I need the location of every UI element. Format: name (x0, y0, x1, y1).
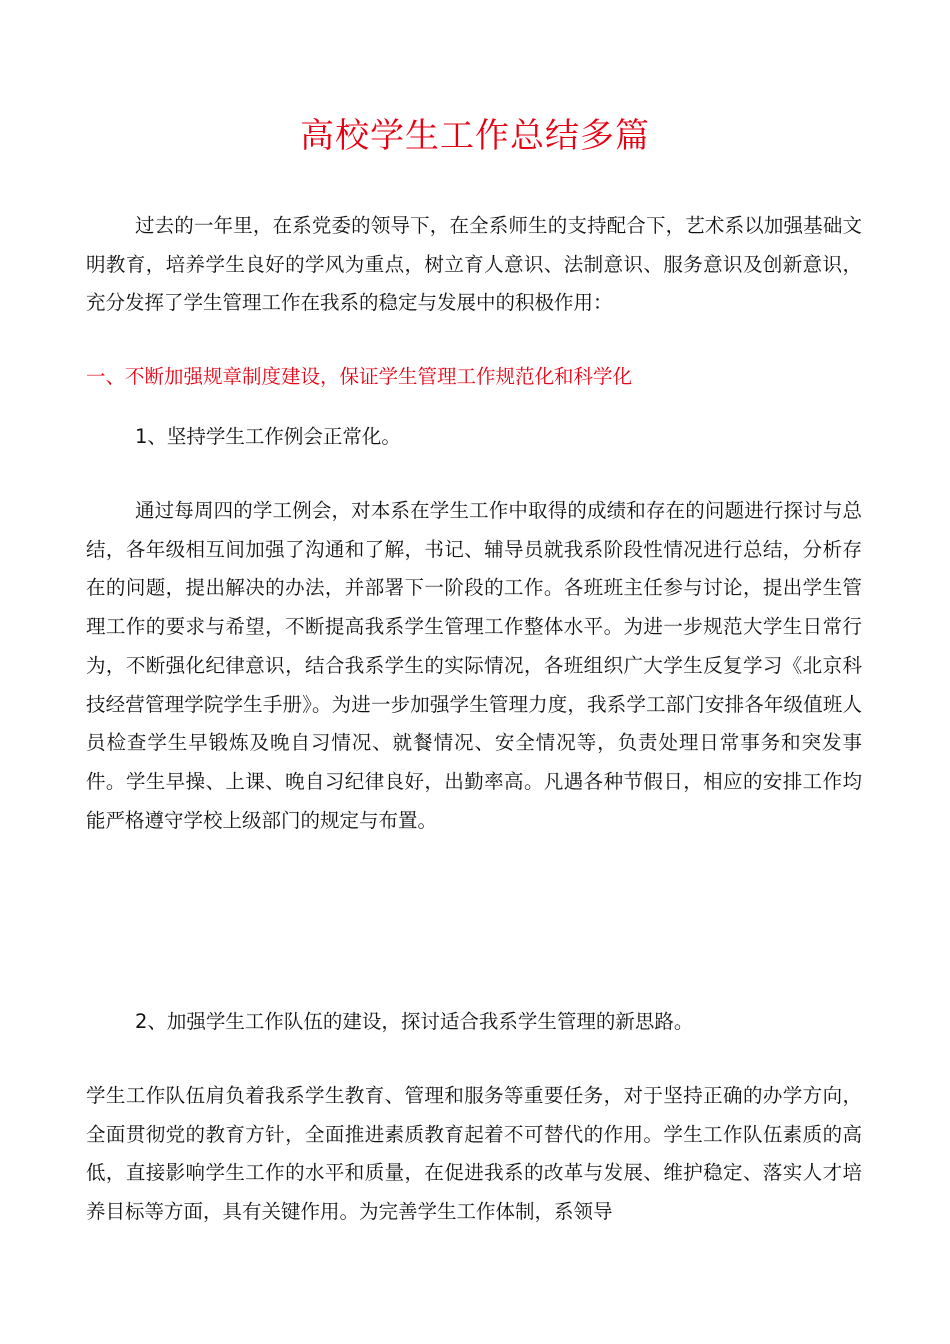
body-paragraph-1: 通过每周四的学工例会，对本系在学生工作中取得的成绩和存在的问题进行探讨与总结，各年级相互间加强了沟通和了解，书记、辅导员就我系阶段性情况进行总结，分析存在的问题，提出解决的办法，并部署下一阶段的工作。各班班主任参与讨论，提出学生管理工作的要求与希望，不断提高我系学生管理工作整体水平。为进一步规范大学生日常行为，不断强化纪律意识，结合我系学生的实际情况，各班组织广大学生反复学习《北京科技经营管理学院学生手册》。为进一步加强学生管理力度，我系学工部门安排各年级值班人员检查学生早锻炼及晚自习情况、就餐情况、安全情况等，负责处理日常事务和突发事件。学生早操、上课、晚自习纪律良好，出勤率高。凡遇各种节假日，相应的安排工作均能严格遵守学校上级部门的规定与布置。 (86, 499, 862, 832)
document-title: 高校学生工作总结多篇 (300, 116, 650, 156)
section-heading-1: 一、不断加强规章制度建设，保证学生管理工作规范化和科学化 (86, 365, 633, 388)
intro-paragraph: 过去的一年里，在系党委的领导下，在全系师生的支持配合下，艺术系以加强基础文明教育，培养学生良好的学风为重点，树立育人意识、法制意识、服务意识及创新意识，充分发挥了学生管理工作在我系的稳定与发展中的积极作用： (86, 214, 862, 315)
body-paragraph-2: 学生工作队伍肩负着我系学生教育、管理和服务等重要任务，对于坚持正确的办学方向，全面贯彻党的教育方针，全面推进素质教育起着不可替代的作用。学生工作队伍素质的高低，直接影响学生工作的水平和质量，在促进我系的改革与发展、维护稳定、落实人才培养目标等方面，具有关键作用。为完善学生工作体制，系领导 (86, 1084, 862, 1224)
item-heading-1: 1、坚持学生工作例会正常化。 (135, 425, 401, 448)
item-heading-2: 2、加强学生工作队伍的建设，探讨适合我系学生管理的新思路。 (135, 1010, 694, 1033)
